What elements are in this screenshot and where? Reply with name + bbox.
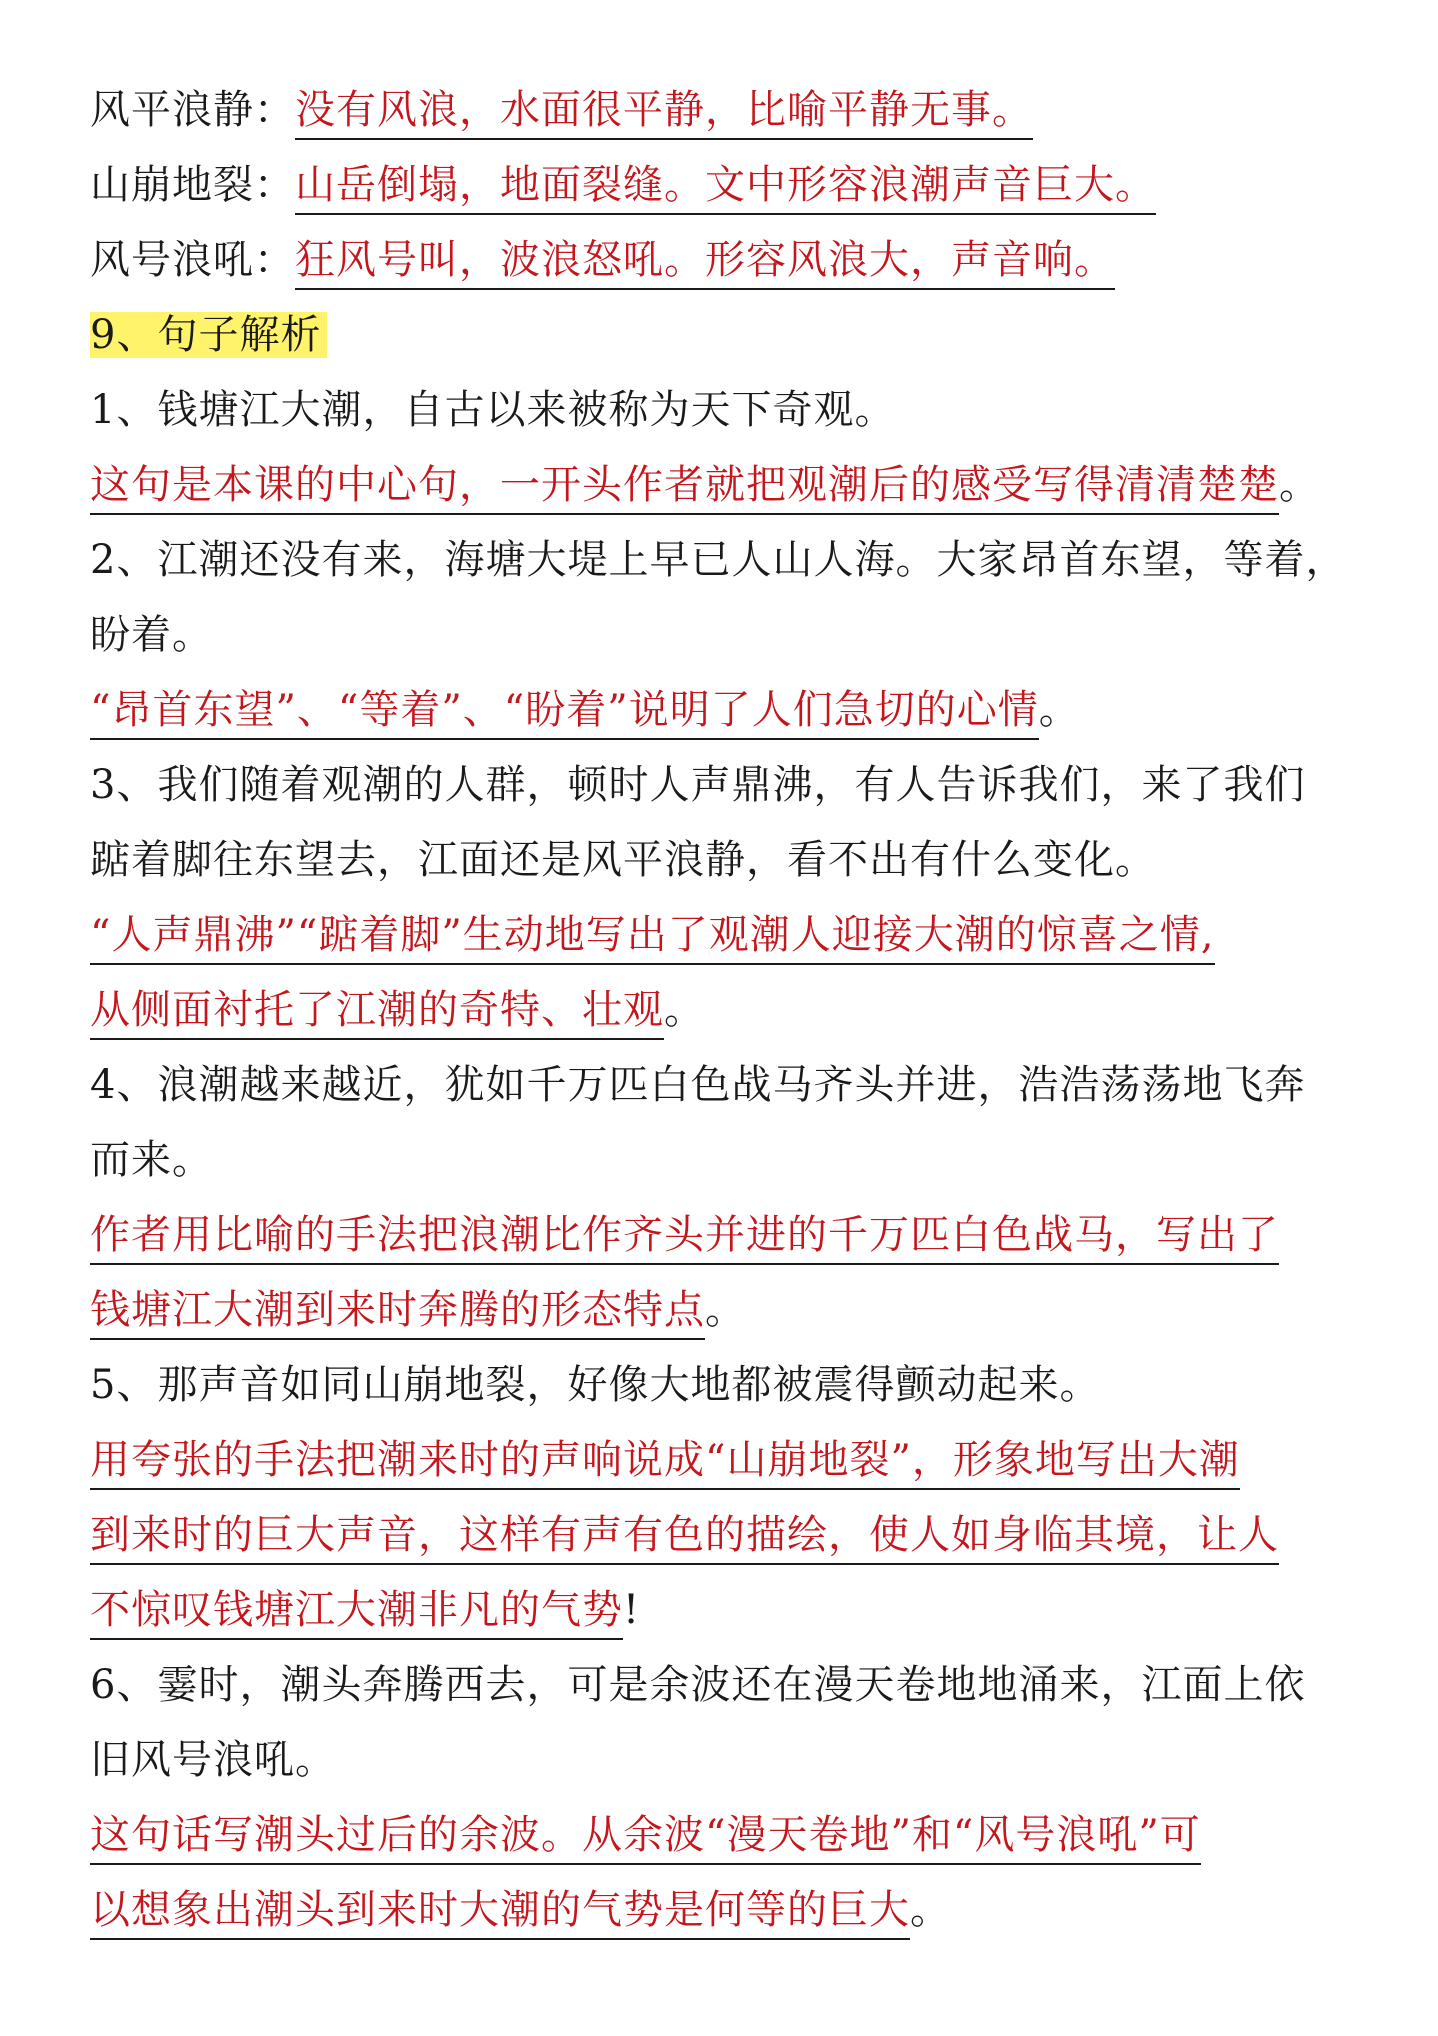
sentence-analysis [90,682,1080,738]
sentence-analysis [90,1582,640,1638]
sentence-analysis [90,907,1215,963]
sentence-text: 踮着脚往东望去，江面还是风平浪静，看不出有什么变化。 [90,837,1156,883]
sentence-text: 6、霎时，潮头奔腾西去，可是余波还在漫天卷地地涌来，江面上依 [90,1662,1306,1708]
sentence-text: 1、钱塘江大潮，自古以来被称为天下奇观。 [90,387,896,433]
sentence-text: 3、我们随着观潮的人群，顿时人声鼎沸，有人告诉我们，来了我们 [90,762,1306,808]
analysis-text: 到来时的巨大声音，这样有声有色的描绘，使人如身临其境，让人 [90,1509,1279,1565]
sentence-text: 2、江潮还没有来，海塘大堤上早已人山人海。大家昂首东望，等着， [90,537,1347,583]
idiom-meaning: 山岳倒塌，地面裂缝。文中形容浪潮声音巨大。 [295,159,1156,215]
analysis-end-mark: 。 [705,1287,746,1333]
analysis-text: 从侧面衬托了江潮的奇特、壮观 [90,984,664,1040]
idiom-term: 风平浪静： [90,87,295,133]
sentence-text: 而来。 [90,1137,213,1183]
sentence-text: 盼着。 [90,612,213,658]
sentence-text: 4、浪潮越来越近，犹如千万匹白色战马齐头并进，浩浩荡荡地飞奔 [90,1062,1306,1108]
analysis-end-mark: 。 [1279,462,1320,508]
analysis-text: 这句话写潮头过后的余波。从余波“漫天卷地”和“风号浪吼”可 [90,1809,1201,1865]
sentence-analysis [90,1207,1279,1263]
sentence-text: 5、那声音如同山崩地裂，好像大地都被震得颤动起来。 [90,1362,1101,1408]
analysis-text: “人声鼎沸”“踮着脚”生动地写出了观潮人迎接大潮的惊喜之情, [90,909,1215,965]
analysis-end-mark: ! [623,1587,641,1633]
analysis-end-mark: 。 [910,1887,951,1933]
idiom-meaning: 没有风浪，水面很平静，比喻平静无事。 [295,84,1033,140]
section-heading-text: 9、句子解析 [90,312,327,358]
analysis-text: 不惊叹钱塘江大潮非凡的气势 [90,1584,623,1640]
analysis-text: “昂首东望”、“等着”、“盼着”说明了人们急切的心情 [90,684,1039,740]
idiom-meaning: 狂风号叫，波浪怒吼。形容风浪大，声音响。 [295,234,1115,290]
section-heading [90,307,327,363]
analysis-text: 这句是本课的中心句，一开头作者就把观潮后的感受写得清清楚楚 [90,459,1279,515]
sentence-analysis [90,1882,951,1938]
idiom-row [90,82,1033,138]
sentence-analysis [90,1282,746,1338]
sentence-analysis [90,1507,1279,1563]
idiom-term: 风号浪吼： [90,237,295,283]
sentence-analysis [90,1432,1240,1488]
idiom-row [90,157,1156,213]
idiom-term: 山崩地裂： [90,162,295,208]
sentence-analysis [90,982,705,1038]
sentence-analysis [90,1807,1201,1863]
sentence-analysis [90,457,1320,513]
analysis-text: 钱塘江大潮到来时奔腾的形态特点 [90,1284,705,1340]
analysis-text: 用夸张的手法把潮来时的声响说成“山崩地裂”，形象地写出大潮 [90,1434,1240,1490]
sentence-text: 旧风号浪吼。 [90,1737,336,1783]
analysis-end-mark: 。 [664,987,705,1033]
idiom-row [90,232,1115,288]
analysis-end-mark: 。 [1038,687,1080,733]
analysis-text: 作者用比喻的手法把浪潮比作齐头并进的千万匹白色战马，写出了 [90,1209,1279,1265]
analysis-text: 以想象出潮头到来时大潮的气势是何等的巨大 [90,1884,910,1940]
